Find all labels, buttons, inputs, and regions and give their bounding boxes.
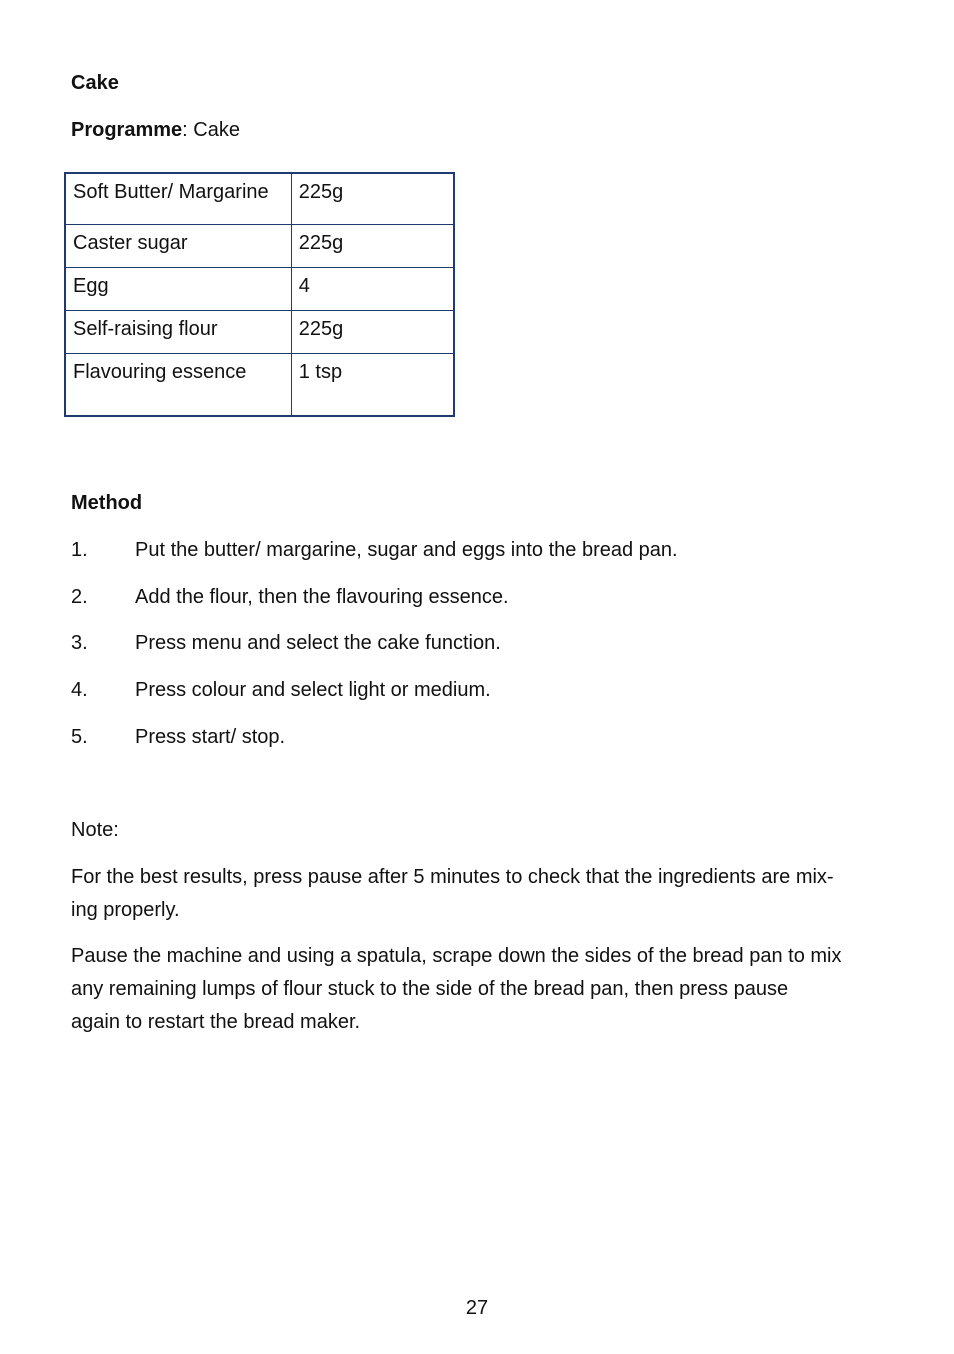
ingredient-row — [65, 268, 454, 311]
method-step — [71, 539, 871, 565]
step-text: Press start/ stop. — [135, 726, 286, 748]
ingredient-row — [65, 354, 454, 417]
ingredient-name: Flavouring essence — [65, 354, 291, 417]
step-text: Press menu and select the cake function. — [135, 632, 501, 654]
step-text: Put the butter/ margarine, sugar and eggs into the bread pan. — [135, 539, 678, 561]
note-line: For the best results, press pause after 5 minutes to check that the ingredients are mix- — [71, 866, 834, 888]
step-number: 1. — [71, 539, 88, 561]
step-number: 3. — [71, 632, 88, 654]
method-step — [71, 632, 871, 658]
note-line: any remaining lumps of flour stuck to the side of the bread pan, then press pause — [71, 978, 789, 1000]
note-paragraph — [71, 940, 871, 1039]
ingredient-name: Self-raising flour — [65, 311, 291, 354]
note-paragraph — [71, 861, 871, 927]
step-number: 5. — [71, 726, 88, 748]
step-number: 2. — [71, 586, 88, 608]
note-label: Note: — [71, 819, 119, 841]
programme-separator: : — [182, 119, 194, 141]
note-line: again to restart the bread maker. — [71, 1011, 361, 1033]
ingredient-quantity: 225g — [291, 311, 454, 354]
ingredient-row — [65, 311, 454, 354]
ingredient-name: Caster sugar — [65, 225, 291, 268]
note-line: ing properly. — [71, 899, 180, 921]
note-line: Pause the machine and using a spatula, scrape down the sides of the bread pan to mix — [71, 945, 842, 967]
ingredient-quantity: 225g — [291, 225, 454, 268]
ingredient-name: Egg — [65, 268, 291, 311]
ingredient-quantity: 225g — [291, 173, 454, 225]
ingredient-name: Soft Butter/ Margarine — [65, 173, 291, 225]
programme-label: Programme — [71, 119, 183, 141]
method-step — [71, 679, 871, 705]
method-step — [71, 586, 871, 612]
step-text: Add the flour, then the flavouring essence. — [135, 586, 509, 608]
page-number: 27 — [465, 1297, 489, 1319]
ingredient-quantity: 4 — [291, 268, 454, 311]
method-step — [71, 726, 871, 752]
recipe-title: Cake — [71, 72, 119, 94]
programme-line — [71, 119, 240, 142]
ingredient-row — [65, 173, 454, 225]
programme-value: Cake — [193, 119, 240, 141]
step-text: Press colour and select light or medium. — [135, 679, 491, 701]
ingredient-row — [65, 225, 454, 268]
ingredients-table — [64, 172, 455, 417]
ingredient-quantity: 1 tsp — [291, 354, 454, 417]
method-heading: Method — [71, 492, 143, 514]
step-number: 4. — [71, 679, 88, 701]
